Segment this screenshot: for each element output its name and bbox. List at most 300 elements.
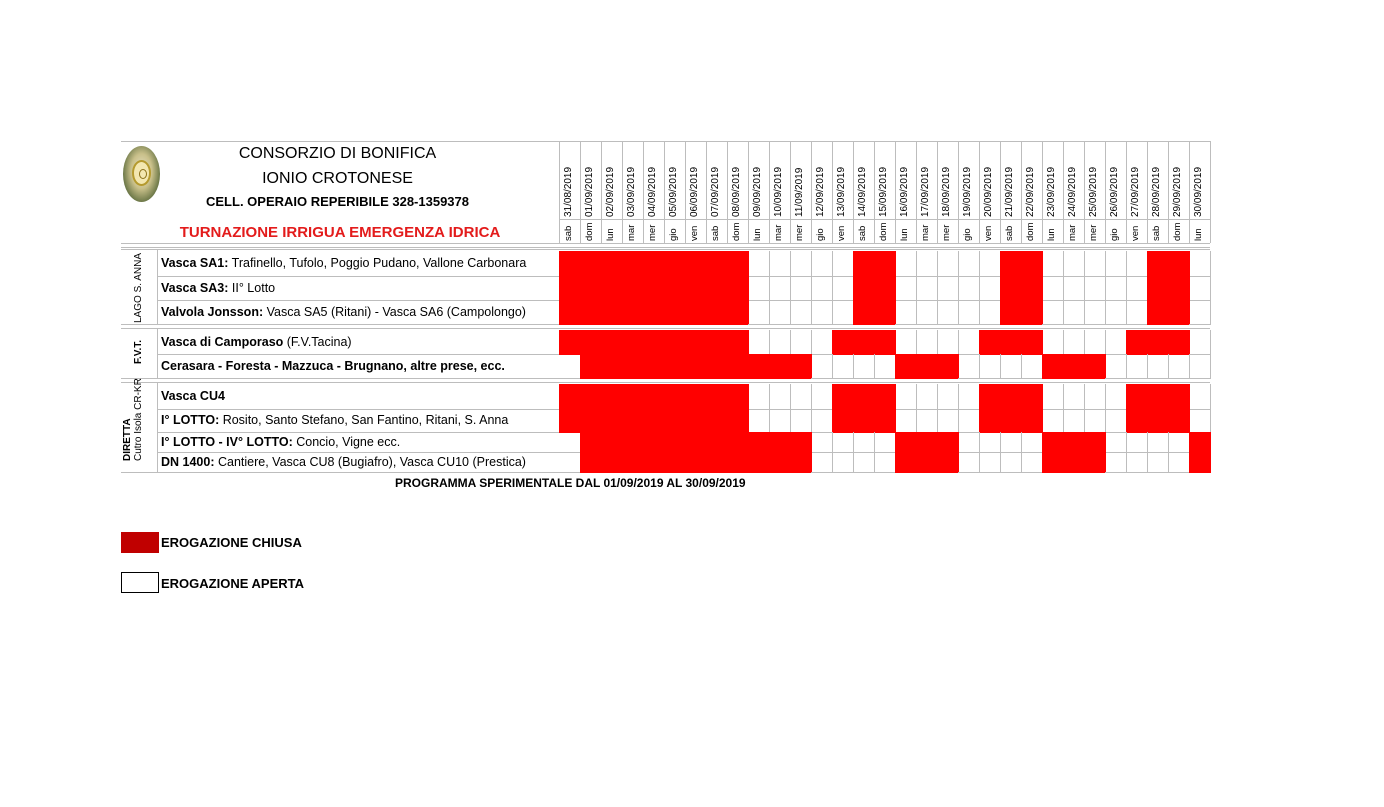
row-label-bold: Cerasara - Foresta - Mazzuca - Brugnano, altre prese, ecc. [161, 358, 505, 373]
cell-closed [1021, 330, 1043, 355]
cell-open [853, 354, 875, 379]
cell-closed [895, 452, 917, 473]
weekday-header: mar [626, 224, 637, 241]
weekday-header: sab [1151, 225, 1162, 241]
cell-closed [916, 452, 938, 473]
cell-open [1063, 409, 1085, 433]
column-line [832, 141, 833, 243]
cell-open [916, 300, 938, 325]
column-line [958, 141, 959, 243]
cell-closed [727, 251, 749, 277]
cell-closed [1000, 276, 1022, 301]
cell-open [916, 384, 938, 410]
cell-open [916, 276, 938, 301]
cell-open [1042, 409, 1064, 433]
weekday-header: lun [1193, 228, 1204, 241]
cell-open [1105, 452, 1127, 473]
cell-closed [853, 384, 875, 410]
weekday-header: mer [1088, 224, 1099, 241]
cell-closed [1126, 330, 1148, 355]
date-header: 17/09/2019 [920, 166, 931, 217]
date-header: 25/09/2019 [1088, 166, 1099, 217]
cell-open [769, 251, 791, 277]
cell-open [1084, 251, 1106, 277]
cell-open [1168, 432, 1190, 453]
cell-closed [622, 354, 644, 379]
cell-closed [643, 330, 665, 355]
cell-closed [853, 251, 875, 277]
cell-open [832, 452, 854, 473]
row-label-text: Rosito, Santo Stefano, San Fantino, Ritani, S. Anna [219, 413, 509, 427]
cell-open [748, 384, 770, 410]
cell-open [1105, 251, 1127, 277]
cell-open [1189, 276, 1211, 301]
legend-open-label: EROGAZIONE APERTA [161, 576, 305, 591]
row-label-bold: Vasca CU4 [161, 389, 225, 403]
cell-closed [1000, 330, 1022, 355]
cell-open [1042, 330, 1064, 355]
cell-closed [937, 452, 959, 473]
cell-closed [559, 409, 581, 433]
cell-closed [790, 432, 812, 453]
cell-open [1126, 276, 1148, 301]
cell-open [1105, 276, 1127, 301]
weekday-header: lun [752, 228, 763, 241]
cell-closed [1021, 276, 1043, 301]
cell-open [1000, 432, 1022, 453]
cell-open [853, 452, 875, 473]
header-bottom-line [121, 243, 1210, 244]
cell-closed [1189, 452, 1211, 473]
cell-closed [874, 384, 896, 410]
column-line [664, 141, 665, 243]
cell-closed [1147, 251, 1169, 277]
cell-closed [874, 276, 896, 301]
cell-closed [643, 251, 665, 277]
cell-closed [1084, 432, 1106, 453]
cell-open [1084, 330, 1106, 355]
cell-closed [1147, 384, 1169, 410]
cell-open [1189, 384, 1211, 410]
cell-closed [580, 354, 602, 379]
cell-closed [937, 432, 959, 453]
cell-open [1189, 409, 1211, 433]
cell-open [769, 384, 791, 410]
cell-open [1021, 452, 1043, 473]
cell-closed [580, 452, 602, 473]
cell-open [769, 300, 791, 325]
cell-closed [622, 300, 644, 325]
cell-closed [643, 409, 665, 433]
row-label-text: Cantiere, Vasca CU8 (Bugiafro), Vasca CU10 (Prestica) [214, 454, 526, 469]
phone-number: CELL. OPERAIO REPERIBILE 328-1359378 [206, 194, 469, 209]
group-label: DIRETTA [122, 418, 133, 461]
cell-open [769, 276, 791, 301]
cell-open [1105, 432, 1127, 453]
cell-closed [1063, 354, 1085, 379]
column-line [853, 141, 854, 243]
weekday-header: gio [668, 228, 679, 241]
column-line [1042, 141, 1043, 243]
column-line [1105, 141, 1106, 243]
date-header: 28/09/2019 [1151, 166, 1162, 217]
row-label-text: Vasca SA5 (Ritani) - Vasca SA6 (Campolongo) [263, 304, 526, 319]
cell-open [832, 432, 854, 453]
column-line [769, 141, 770, 243]
column-line [1126, 141, 1127, 243]
cell-closed [895, 354, 917, 379]
header-top-line [121, 141, 1210, 142]
cell-closed [580, 251, 602, 277]
cell-closed [601, 251, 623, 277]
cell-closed [685, 330, 707, 355]
cell-closed [706, 330, 728, 355]
cell-open [748, 251, 770, 277]
date-header: 16/09/2019 [899, 166, 910, 217]
cell-open [832, 251, 854, 277]
cell-closed [580, 409, 602, 433]
cell-closed [643, 300, 665, 325]
weekday-header: dom [731, 222, 742, 241]
cell-closed [559, 276, 581, 301]
cell-open [1063, 276, 1085, 301]
schedule-title: TURNAZIONE IRRIGUA EMERGENZA IDRICA [179, 224, 501, 241]
date-header: 30/09/2019 [1193, 166, 1204, 217]
cell-closed [727, 330, 749, 355]
column-line [727, 141, 728, 243]
cell-open [1084, 300, 1106, 325]
column-line [937, 141, 938, 243]
row-label [161, 256, 526, 270]
date-header: 13/09/2019 [836, 166, 847, 217]
cell-closed [727, 432, 749, 453]
cell-closed [601, 354, 623, 379]
org-name-line1: CONSORZIO DI BONIFICA [238, 145, 437, 162]
cell-closed [559, 384, 581, 410]
date-header: 20/09/2019 [983, 166, 994, 217]
cell-open [811, 276, 833, 301]
cell-closed [832, 330, 854, 355]
cell-closed [727, 409, 749, 433]
column-line [1210, 141, 1211, 243]
cell-closed [1168, 251, 1190, 277]
row-label-text: Trafinello, Tufolo, Poggio Pudano, Vallone Carbonara [228, 256, 527, 270]
cell-open [1189, 330, 1211, 355]
cell-open [1126, 300, 1148, 325]
cell-open [979, 251, 1001, 277]
cell-open [916, 251, 938, 277]
cell-open [1147, 452, 1169, 473]
cell-open [1084, 409, 1106, 433]
cell-closed [727, 354, 749, 379]
cell-closed [1168, 276, 1190, 301]
cell-open [916, 330, 938, 355]
date-header: 26/09/2019 [1109, 166, 1120, 217]
weekday-header: sab [563, 225, 574, 241]
cell-closed [580, 384, 602, 410]
cell-closed [601, 276, 623, 301]
weekday-header: mar [920, 224, 931, 241]
program-period: PROGRAMMA SPERIMENTALE DAL 01/09/2019 AL 30/09/2019 [395, 476, 746, 490]
legend-closed-swatch [121, 532, 159, 553]
cell-open [979, 432, 1001, 453]
date-header: 06/09/2019 [689, 166, 700, 217]
cell-open [832, 354, 854, 379]
cell-closed [580, 432, 602, 453]
cell-closed [601, 409, 623, 433]
cell-closed [769, 452, 791, 473]
cell-open [979, 300, 1001, 325]
cell-open [811, 354, 833, 379]
cell-closed [664, 409, 686, 433]
cell-closed [979, 384, 1001, 410]
cell-open [1042, 251, 1064, 277]
cell-open [811, 300, 833, 325]
column-line [748, 141, 749, 243]
cell-closed [748, 452, 770, 473]
cell-open [559, 432, 581, 453]
cell-open [1147, 354, 1169, 379]
date-header: 09/09/2019 [752, 166, 763, 217]
cell-open [937, 330, 959, 355]
weekday-header: dom [584, 222, 595, 241]
date-header: 22/09/2019 [1025, 166, 1036, 217]
cell-open [958, 452, 980, 473]
cell-closed [664, 452, 686, 473]
row-label [161, 413, 508, 427]
cell-open [895, 330, 917, 355]
cell-closed [727, 300, 749, 325]
cell-open [1042, 300, 1064, 325]
cell-open [1063, 330, 1085, 355]
column-line [916, 141, 917, 243]
cell-closed [685, 409, 707, 433]
cell-closed [685, 452, 707, 473]
cell-closed [853, 276, 875, 301]
cell-closed [1126, 384, 1148, 410]
cell-open [1126, 354, 1148, 379]
row-label-bold: Vasca di Camporaso [161, 334, 284, 349]
cell-closed [874, 330, 896, 355]
cell-closed [706, 409, 728, 433]
cell-closed [622, 384, 644, 410]
cell-open [1084, 276, 1106, 301]
weekday-header: lun [605, 228, 616, 241]
weekday-header: dom [1172, 222, 1183, 241]
cell-open [790, 251, 812, 277]
cell-closed [643, 384, 665, 410]
cell-closed [937, 354, 959, 379]
date-header: 08/09/2019 [731, 166, 742, 217]
column-line [1084, 141, 1085, 243]
cell-open [937, 300, 959, 325]
group-top-line [121, 382, 1210, 383]
cell-closed [643, 432, 665, 453]
cell-closed [580, 276, 602, 301]
date-header: 03/09/2019 [626, 166, 637, 217]
cell-closed [622, 409, 644, 433]
weekday-header: ven [983, 225, 994, 241]
legend-closed-label: EROGAZIONE CHIUSA [161, 535, 302, 550]
cell-closed [1147, 409, 1169, 433]
row-label-bold: I° LOTTO: [161, 413, 220, 427]
cell-open [874, 432, 896, 453]
emblem-icon [132, 160, 151, 186]
cell-closed [1084, 452, 1106, 473]
group-label-divider [157, 249, 158, 324]
row-label-bold: I° LOTTO - IV° LOTTO: [161, 434, 293, 449]
row-label-text: (F.V.Tacina) [283, 334, 352, 349]
cell-open [1147, 432, 1169, 453]
cell-open [811, 251, 833, 277]
cell-open [1042, 276, 1064, 301]
cell-closed [1147, 276, 1169, 301]
cell-closed [664, 300, 686, 325]
cell-closed [916, 432, 938, 453]
date-header: 29/09/2019 [1172, 166, 1183, 217]
date-header: 27/09/2019 [1130, 166, 1141, 217]
weekday-header: dom [1025, 222, 1036, 241]
cell-open [1126, 432, 1148, 453]
cell-open [916, 409, 938, 433]
column-line [643, 141, 644, 243]
cell-open [958, 251, 980, 277]
column-line [790, 141, 791, 243]
cell-open [769, 330, 791, 355]
weekday-header: sab [710, 225, 721, 241]
column-line [811, 141, 812, 243]
cell-closed [580, 330, 602, 355]
cell-open [1105, 330, 1127, 355]
cell-open [1084, 384, 1106, 410]
group-top-line [121, 249, 1210, 250]
cell-closed [685, 432, 707, 453]
cell-closed [706, 276, 728, 301]
cell-open [832, 276, 854, 301]
column-line [580, 141, 581, 243]
cell-closed [706, 384, 728, 410]
cell-open [1000, 452, 1022, 473]
cell-open [832, 300, 854, 325]
date-header: 14/09/2019 [857, 166, 868, 217]
cell-open [748, 409, 770, 433]
date-header: 12/09/2019 [815, 166, 826, 217]
group-label-divider [157, 328, 158, 378]
cell-closed [1000, 384, 1022, 410]
cell-closed [1084, 354, 1106, 379]
weekday-header: gio [1109, 228, 1120, 241]
group-sublabel: Cutro Isola CR-KR [133, 378, 144, 461]
date-header: 15/09/2019 [878, 166, 889, 217]
cell-closed [1126, 409, 1148, 433]
date-header: 19/09/2019 [962, 166, 973, 217]
cell-open [790, 384, 812, 410]
column-line [706, 141, 707, 243]
cell-closed [601, 432, 623, 453]
cell-closed [1000, 409, 1022, 433]
header-mid-line [559, 219, 1210, 220]
cell-closed [853, 300, 875, 325]
cell-closed [664, 432, 686, 453]
column-line [1189, 141, 1190, 243]
cell-open [958, 330, 980, 355]
column-line [685, 141, 686, 243]
cell-closed [685, 300, 707, 325]
cell-closed [685, 354, 707, 379]
cell-closed [1168, 384, 1190, 410]
cell-open [1021, 354, 1043, 379]
cell-closed [727, 452, 749, 473]
cell-closed [706, 251, 728, 277]
group-label-divider [157, 382, 158, 472]
row-label-bold: DN 1400: [161, 454, 215, 469]
cell-closed [1042, 452, 1064, 473]
cell-open [790, 409, 812, 433]
cell-closed [685, 384, 707, 410]
date-header: 01/09/2019 [584, 166, 595, 217]
cell-open [1000, 354, 1022, 379]
row-label [161, 305, 526, 319]
column-line [874, 141, 875, 243]
cell-open [1105, 409, 1127, 433]
cell-open [958, 276, 980, 301]
cell-open [790, 300, 812, 325]
column-line [979, 141, 980, 243]
cell-closed [832, 409, 854, 433]
cell-closed [1021, 300, 1043, 325]
row-label [161, 455, 526, 469]
cell-open [979, 276, 1001, 301]
cell-closed [1147, 300, 1169, 325]
cell-open [937, 384, 959, 410]
group-label: LAGO S. ANNA [133, 252, 144, 323]
cell-open [895, 251, 917, 277]
cell-closed [1168, 330, 1190, 355]
cell-open [1105, 300, 1127, 325]
cell-closed [664, 354, 686, 379]
cell-closed [622, 251, 644, 277]
row-label [161, 359, 505, 373]
column-line [1168, 141, 1169, 243]
cell-closed [706, 300, 728, 325]
cell-closed [1021, 251, 1043, 277]
cell-open [874, 354, 896, 379]
weekday-header: mer [647, 224, 658, 241]
cell-open [958, 409, 980, 433]
cell-closed [1000, 251, 1022, 277]
weekday-header: gio [962, 228, 973, 241]
date-header: 31/08/2019 [563, 166, 574, 217]
cell-closed [643, 452, 665, 473]
cell-open [937, 276, 959, 301]
weekday-header: mer [941, 224, 952, 241]
cell-closed [832, 384, 854, 410]
cell-closed [916, 354, 938, 379]
cell-closed [664, 251, 686, 277]
row-label-bold: Valvola Jonsson: [161, 304, 264, 319]
cell-closed [1168, 409, 1190, 433]
column-line [1147, 141, 1148, 243]
cell-open [1042, 384, 1064, 410]
column-line [601, 141, 602, 243]
cell-closed [790, 354, 812, 379]
cell-open [748, 330, 770, 355]
cell-closed [874, 251, 896, 277]
weekday-header: ven [689, 225, 700, 241]
cell-open [1168, 452, 1190, 473]
row-label-text: Concio, Vigne ecc. [292, 434, 401, 449]
weekday-header: gio [815, 228, 826, 241]
